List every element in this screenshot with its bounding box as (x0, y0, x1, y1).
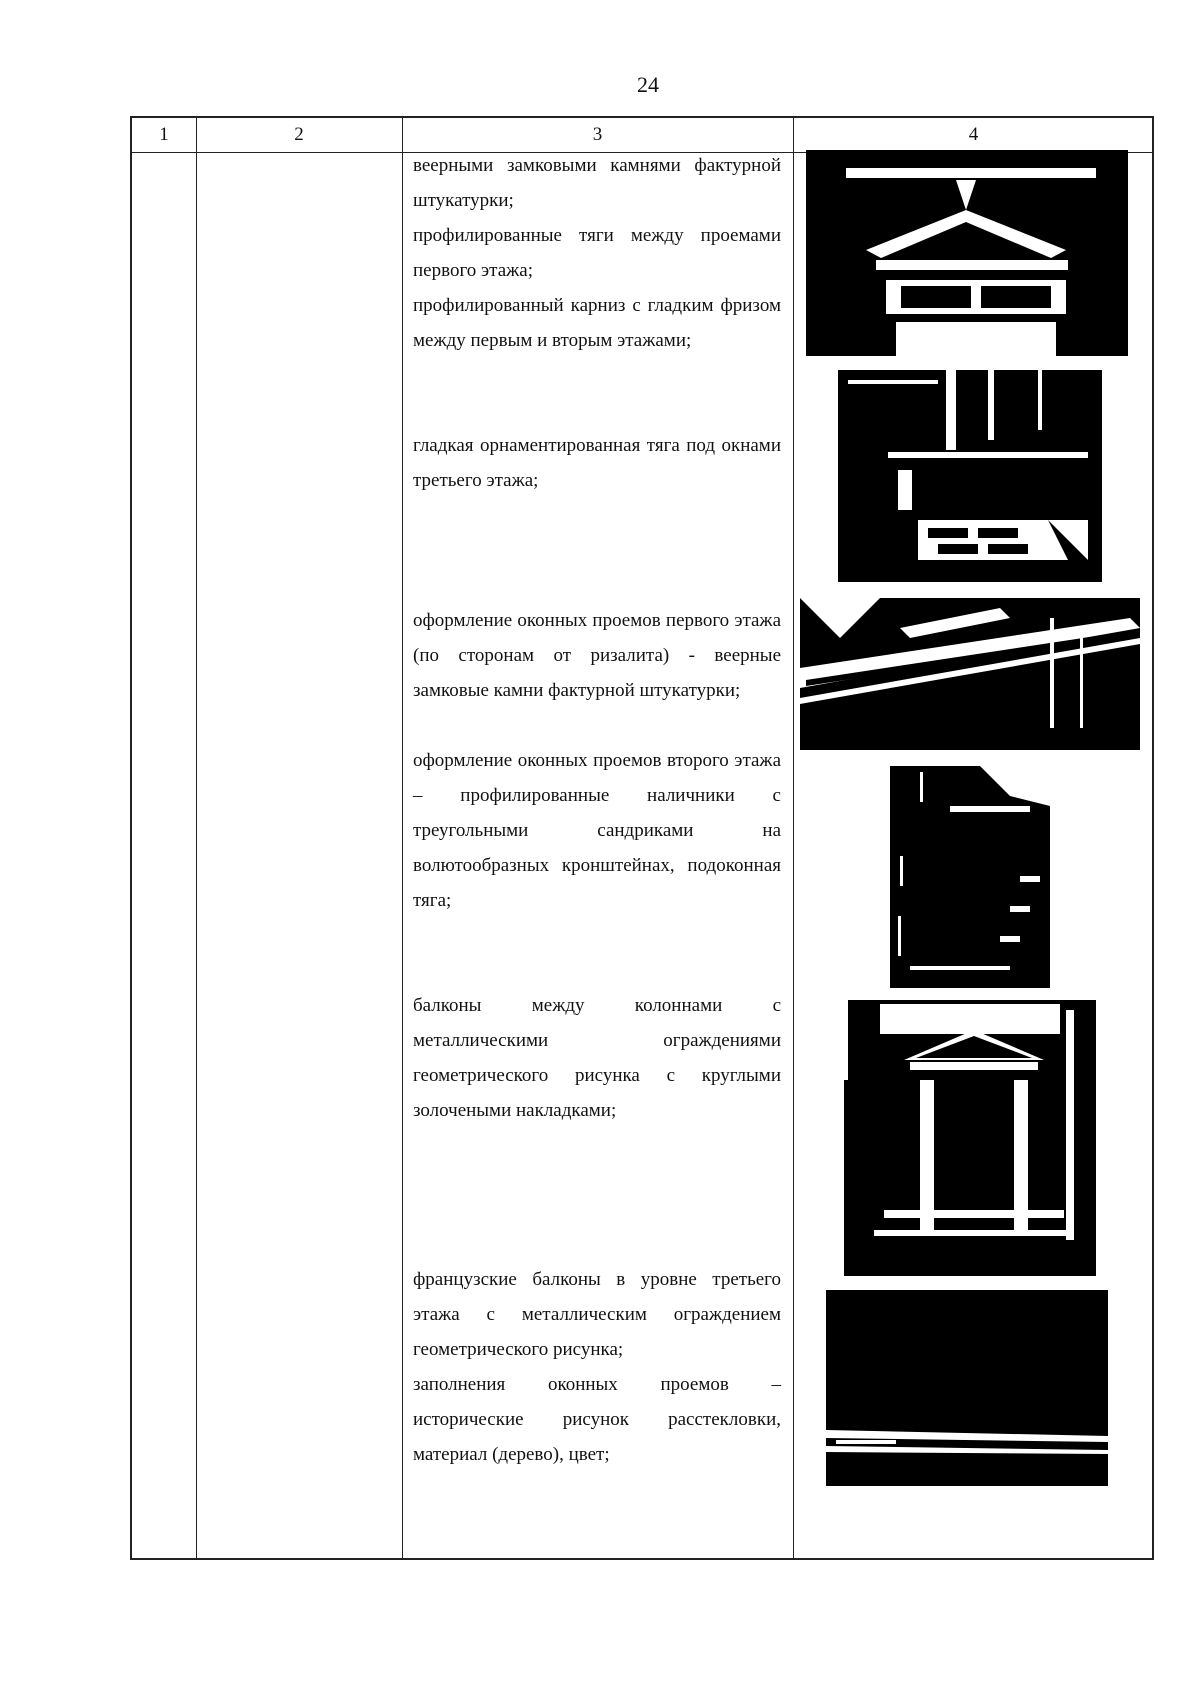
description-cell (413, 988, 781, 1128)
description-cell (413, 1262, 781, 1472)
column-divider (196, 118, 197, 1558)
description-item: гладкая орнаментированная тяга под окнами третьего этажа; (413, 435, 781, 491)
column-header-3: 3 (592, 124, 603, 145)
page-number: 24 (637, 72, 659, 97)
description-cell (413, 603, 781, 708)
description-cell (413, 743, 781, 918)
column-header-2: 2 (294, 124, 304, 145)
description-cell (413, 148, 781, 358)
description-item: оформление оконных проемов первого этажа (по сторонам от ризалита) - веерные замковые камни фактурной штукатурки; (413, 610, 781, 701)
description-item: балконы между колоннами с металлическими ограждениями геометрического рисунка с круглыми золочеными накладками; (413, 995, 781, 1121)
description-cell (413, 428, 781, 498)
photo-balcony-pediment (844, 1000, 1096, 1276)
column-divider (402, 118, 403, 1558)
column-divider (793, 118, 794, 1558)
photo-window-surround (890, 766, 1050, 988)
photo-ornamental-belt (838, 370, 1102, 582)
description-item: профилированный карниз с гладким фризом между первым и вторым этажами; (413, 295, 781, 351)
description-item: профилированные тяги между проемами первого этажа; (413, 225, 781, 281)
photo-arch-entrance (806, 150, 1128, 356)
photo-cornice-detail (800, 598, 1140, 750)
column-header-4: 4 (968, 124, 979, 145)
description-item: заполнения оконных проемов – исторические рисунок расстекловки, материал (дерево), цвет; (413, 1374, 781, 1465)
description-item: оформление оконных проемов второго этажа – профилированные наличники с треугольными сандриками на волютообразных кронштейнах, подоконная тяга; (413, 750, 781, 911)
description-item: французские балконы в уровне третьего этажа с металлическим ограждением геометрического рисунка; (413, 1269, 781, 1360)
photo-french-balcony (826, 1290, 1108, 1486)
column-header-1: 1 (159, 124, 169, 145)
description-item: веерными замковыми камнями фактурной штукатурки; (413, 155, 781, 211)
